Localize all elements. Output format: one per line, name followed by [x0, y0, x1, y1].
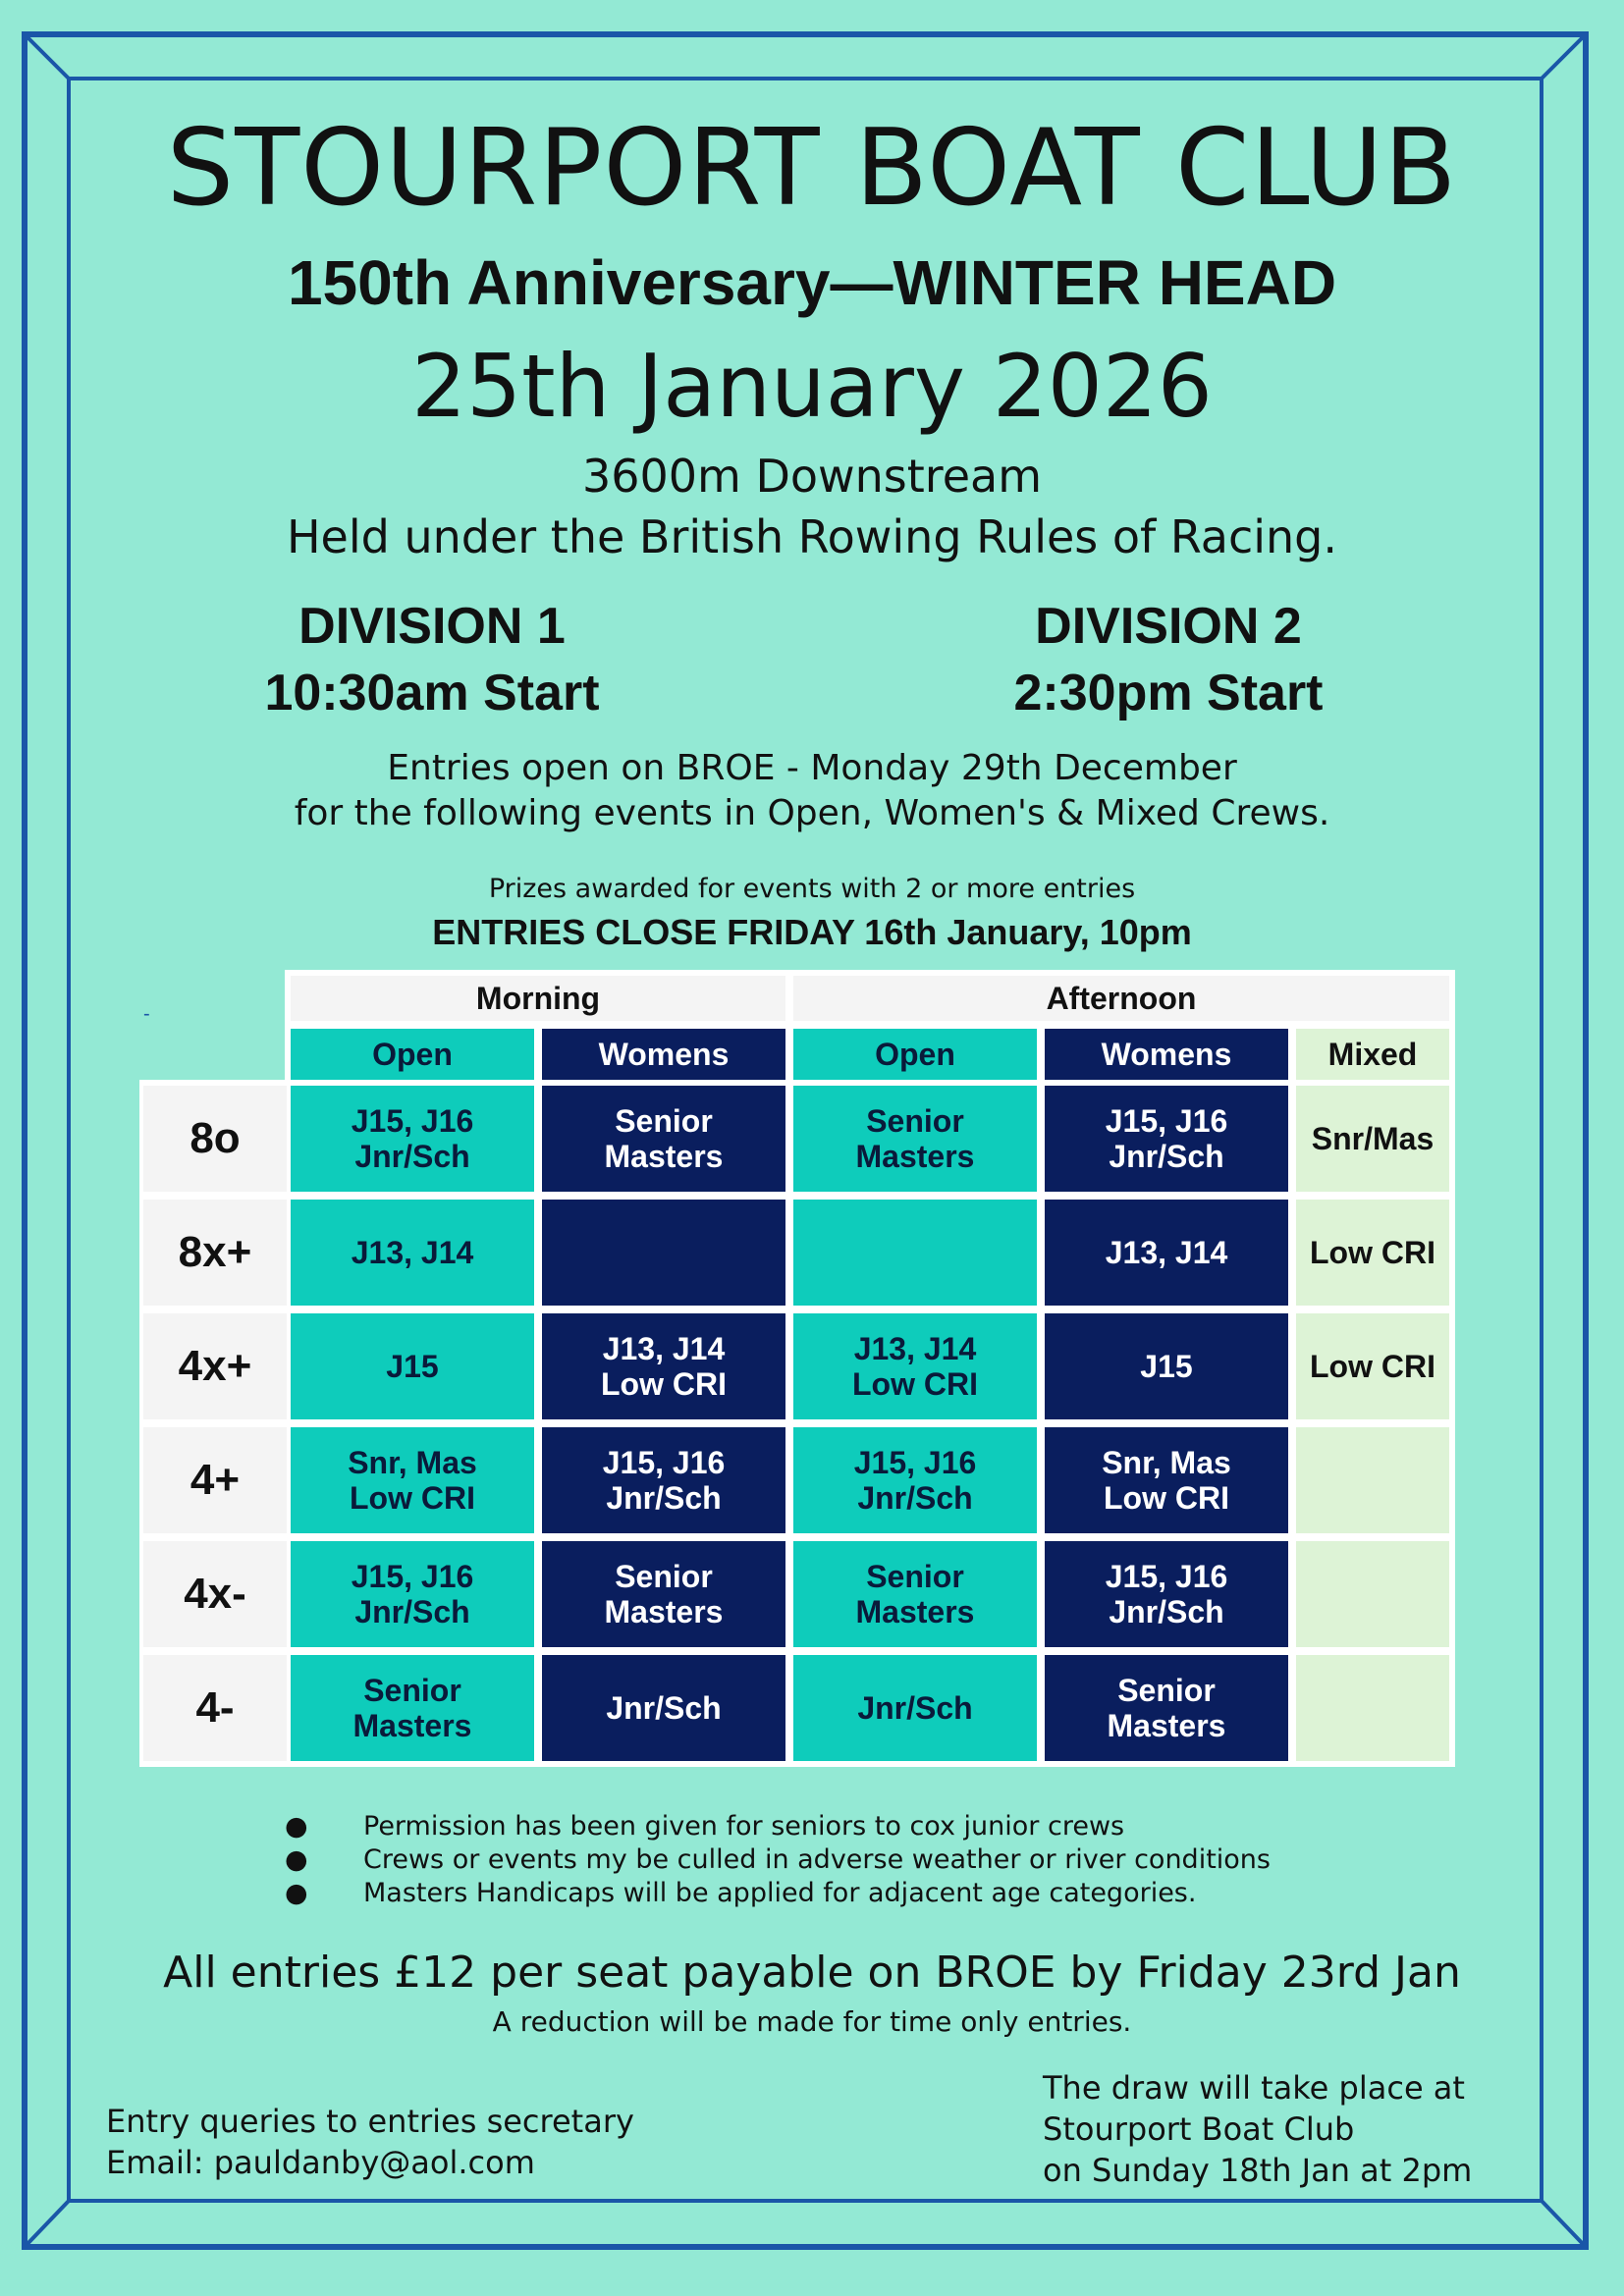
cell-text: Masters [604, 1139, 724, 1174]
entries-line-1: Entries open on BROE - Monday 29th December [387, 748, 1237, 788]
notes-list [285, 1810, 1271, 1910]
draw-line-1: The draw will take place at [1043, 2069, 1465, 2107]
cell-text: Jnr/Sch [354, 1594, 470, 1629]
cell-text: Snr, Mas [348, 1445, 477, 1480]
table-cell-open-afternoon [793, 1086, 1037, 1192]
cell-text: J13, J14 [853, 1331, 977, 1366]
rules-line: Held under the British Rowing Rules of Racing. [286, 510, 1338, 563]
session-header-afternoon [793, 976, 1449, 1021]
poster-subtitle: 150th Anniversary—WINTER HEAD [287, 247, 1337, 318]
row-label-boat-class [143, 1313, 287, 1419]
table-cell-open-afternoon [793, 1313, 1037, 1419]
cell-text: Jnr/Sch [857, 1690, 973, 1726]
cell-text: Masters [604, 1594, 724, 1629]
table-cell-womens-afternoon [1045, 1200, 1288, 1306]
note-item: ● Masters Handicaps will be applied for adjacent age categories. [285, 1878, 1197, 1908]
course-distance: 3600m Downstream [581, 450, 1043, 503]
table-cell-mixed [1296, 1313, 1449, 1419]
cell-text: Senior [615, 1559, 713, 1594]
table-cell-womens-afternoon [1045, 1086, 1288, 1192]
table-cell-open-morning [291, 1313, 534, 1419]
column-header-mixed [1296, 1029, 1449, 1080]
draw-line-2: Stourport Boat Club [1043, 2110, 1355, 2148]
column-header-womens-morning [542, 1029, 785, 1080]
cell-text: J15, J16 [1105, 1103, 1228, 1139]
column-header-open-afternoon [793, 1029, 1037, 1080]
cell-text: Jnr/Sch [857, 1480, 973, 1516]
draw-line-3: on Sunday 18th Jan at 2pm [1043, 2152, 1473, 2189]
fee-reduction: A reduction will be made for time only entries. [492, 2005, 1132, 2038]
bullet-icon: ● [285, 1844, 308, 1875]
cell-text: Low CRI [1310, 1235, 1435, 1270]
table-cell-mixed [1296, 1655, 1449, 1761]
cell-text: Senior [866, 1103, 964, 1139]
table-cell-open-afternoon [793, 1541, 1037, 1647]
row-label-boat-class [143, 1655, 287, 1761]
division-1-name: DIVISION 1 [298, 598, 566, 655]
table-cell-open-morning [291, 1200, 534, 1306]
column-header-womens-afternoon [1045, 1029, 1288, 1080]
division-1-start: 10:30am Start [264, 665, 600, 721]
table-cell-womens-afternoon [1045, 1541, 1288, 1647]
table-cell-open-morning [291, 1427, 534, 1533]
table-cell-open-afternoon [793, 1200, 1037, 1306]
cell-text: Jnr/Sch [1109, 1139, 1224, 1174]
cell-text: Masters [855, 1594, 975, 1629]
column-header-open-morning [291, 1029, 534, 1080]
table-cell-womens-afternoon [1045, 1655, 1288, 1761]
table-cell-open-afternoon [793, 1655, 1037, 1761]
table-cell-womens-morning [542, 1200, 785, 1306]
cell-text: 8x+ [178, 1228, 252, 1276]
cell-text: 8o [189, 1114, 241, 1162]
cell-text: Open [372, 1037, 453, 1072]
stray-dash: - [143, 1003, 150, 1025]
cell-text: Afternoon [1046, 981, 1197, 1016]
cell-text: J15, J16 [602, 1445, 726, 1480]
bullet-icon: ● [285, 1811, 308, 1842]
cell-text: Senior [866, 1559, 964, 1594]
cell-text: Senior [363, 1673, 461, 1708]
table-cell-open-afternoon [793, 1427, 1037, 1533]
table-cell-womens-afternoon [1045, 1313, 1288, 1419]
cell-text: Low CRI [1310, 1349, 1435, 1384]
table-cell-mixed [1296, 1200, 1449, 1306]
cell-text: J13, J14 [1105, 1235, 1228, 1270]
row-label-boat-class [143, 1427, 287, 1533]
division-2-name: DIVISION 2 [1035, 598, 1302, 655]
cell-text: 4x- [184, 1570, 246, 1618]
division-2-start: 2:30pm Start [1013, 665, 1324, 721]
cell-text: Jnr/Sch [606, 1690, 722, 1726]
cell-text: J13, J14 [602, 1331, 726, 1366]
cell-text: Snr, Mas [1102, 1445, 1231, 1480]
cell-text: J15 [386, 1349, 439, 1384]
draw-info [1043, 2067, 1472, 2191]
note-item: ● Crews or events my be culled in adverse weather or river conditions [285, 1844, 1271, 1875]
entries-line-2: for the following events in Open, Women's & Mixed Crews. [294, 793, 1330, 833]
table-cell-open-morning [291, 1086, 534, 1192]
table-cell-womens-morning [542, 1086, 785, 1192]
cell-text: Senior [1117, 1673, 1216, 1708]
table-cell-womens-morning [542, 1427, 785, 1533]
entry-fee: All entries £12 per seat payable on BROE by Friday 23rd Jan [163, 1948, 1461, 1998]
table-cell-mixed [1296, 1086, 1449, 1192]
table-cell-womens-morning [542, 1655, 785, 1761]
table-cell-womens-morning [542, 1541, 785, 1647]
cell-text: Snr/Mas [1311, 1121, 1435, 1156]
bullet-icon: ● [285, 1878, 308, 1908]
contact-info [106, 2101, 634, 2183]
table-cell-mixed [1296, 1541, 1449, 1647]
cell-text: Mixed [1327, 1037, 1418, 1072]
cell-text: J15 [1140, 1349, 1193, 1384]
row-label-boat-class [143, 1541, 287, 1647]
contact-line: Entry queries to entries secretary [106, 2103, 634, 2140]
cell-text: J13, J14 [351, 1235, 474, 1270]
division-2 [972, 593, 1365, 726]
cell-text: 4x+ [178, 1342, 252, 1390]
cell-text: Open [875, 1037, 955, 1072]
cell-text: Womens [1101, 1037, 1232, 1072]
table-cell-womens-morning [542, 1313, 785, 1419]
row-label-boat-class [143, 1200, 287, 1306]
cell-text: Low CRI [601, 1366, 727, 1402]
cell-text: Jnr/Sch [354, 1139, 470, 1174]
cell-text: Jnr/Sch [606, 1480, 722, 1516]
cell-text: Masters [855, 1139, 975, 1174]
table-cell-womens-afternoon [1045, 1427, 1288, 1533]
table-cell-open-morning [291, 1655, 534, 1761]
cell-text: Jnr/Sch [1109, 1594, 1224, 1629]
poster-title: STOURPORT BOAT CLUB [166, 107, 1458, 230]
entries-close: ENTRIES CLOSE FRIDAY 16th January, 10pm [432, 912, 1192, 952]
cell-text: Low CRI [350, 1480, 475, 1516]
prizes-note: Prizes awarded for events with 2 or more entries [488, 874, 1136, 904]
cell-text: 4- [195, 1683, 235, 1732]
cell-text: Masters [352, 1708, 472, 1743]
contact-email: Email: pauldanby@aol.com [106, 2144, 535, 2181]
cell-text: Masters [1107, 1708, 1226, 1743]
cell-text: Womens [598, 1037, 730, 1072]
cell-text: Morning [475, 981, 601, 1016]
cell-text: J15, J16 [853, 1445, 977, 1480]
row-label-boat-class [143, 1086, 287, 1192]
cell-text: J15, J16 [1105, 1559, 1228, 1594]
event-date: 25th January 2026 [411, 336, 1213, 437]
cell-text: J15, J16 [351, 1559, 474, 1594]
note-item: ● Permission has been given for seniors to cox junior crews [285, 1811, 1125, 1842]
cell-text: 4+ [189, 1456, 241, 1504]
cell-text: Low CRI [852, 1366, 978, 1402]
division-1 [236, 593, 628, 726]
table-cell-mixed [1296, 1427, 1449, 1533]
cell-text: Senior [615, 1103, 713, 1139]
session-header-morning [291, 976, 785, 1021]
entries-info [0, 746, 1624, 836]
cell-text: Low CRI [1104, 1480, 1229, 1516]
cell-text: J15, J16 [351, 1103, 474, 1139]
table-cell-open-morning [291, 1541, 534, 1647]
